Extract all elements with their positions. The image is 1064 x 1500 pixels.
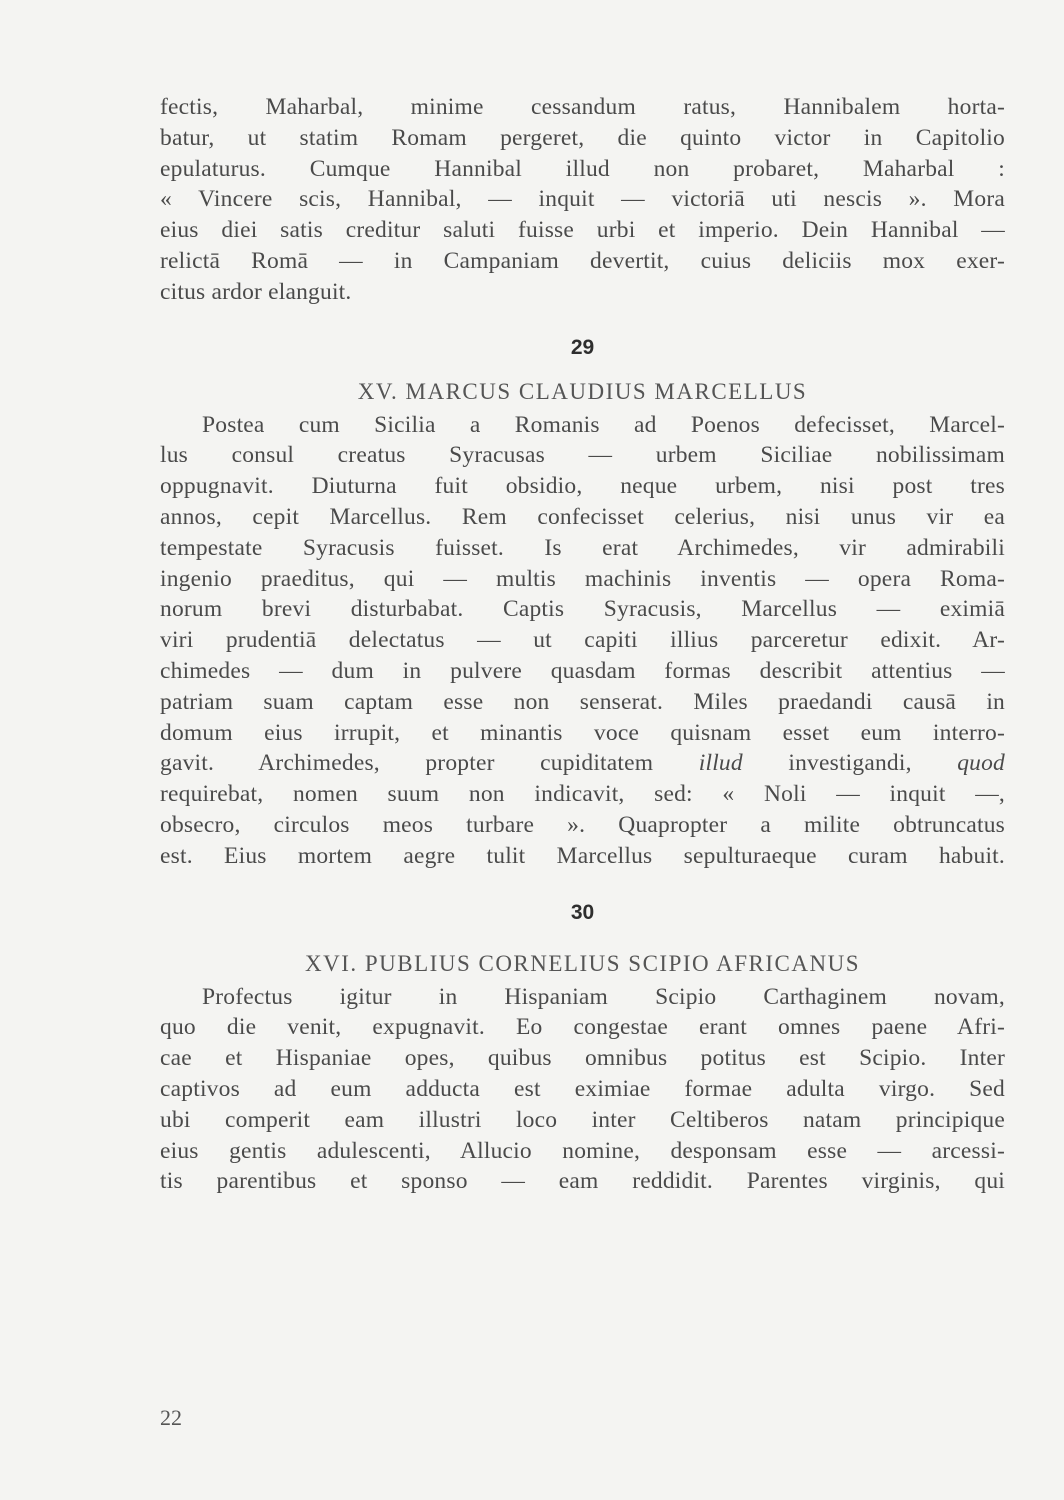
- text-line: eius gentis adulescenti, Allucio nomine, desponsam esse — arcessi-: [160, 1137, 1005, 1164]
- text-line: eius diei satis creditur saluti fuisse urbi et imperio. Dein Hannibal —: [160, 217, 1005, 244]
- section-number: 29: [570, 335, 595, 359]
- section-title: XVI. PUBLIUS CORNELIUS SCIPIO AFRICANUS: [305, 950, 860, 976]
- text-line: relictā Romā — in Campaniam devertit, cuius deliciis mox exer-: [160, 247, 1005, 274]
- text-segment: investigandi,: [788, 750, 912, 777]
- text-line: ubi comperit eam illustri loco inter Celtiberos natam principique: [160, 1106, 1005, 1133]
- text-line-with-italics: [160, 748, 1005, 779]
- text-line: domum eius irrupit, et minantis voce quisnam esset eum interro-: [160, 719, 1005, 746]
- text-segment: gavit. Archimedes, propter cupiditatem: [160, 750, 654, 777]
- text-line: oppugnavit. Diuturna fuit obsidio, neque urbem, nisi post tres: [160, 473, 1005, 500]
- text-line: « Vincere scis, Hannibal, — inquit — victoriā uti nescis ». Mora: [160, 186, 1005, 213]
- text-line: annos, cepit Marcellus. Rem confecisset celerius, nisi unus vir ea: [160, 503, 1005, 530]
- text-line: Profectus igitur in Hispaniam Scipio Carthaginem novam,: [202, 983, 1005, 1010]
- paragraph-scipio: [160, 982, 1005, 1198]
- italic-word: quod: [957, 750, 1006, 777]
- text-line: Postea cum Sicilia a Romanis ad Poenos defecisset, Marcel-: [202, 411, 1005, 438]
- text-line: patriam suam captam esse non senserat. Miles praedandi causā in: [160, 688, 1005, 715]
- section-number: 30: [570, 900, 595, 924]
- page-number: 22: [160, 1405, 182, 1430]
- italic-word: illud: [698, 750, 743, 777]
- section-title: XV. MARCUS CLAUDIUS MARCELLUS: [357, 378, 808, 404]
- text-line: obsecro, circulos meos turbare ». Quapropter a milite obtruncatus: [160, 811, 1005, 838]
- text-line: tempestate Syracusis fuisset. Is erat Archimedes, vir admirabili: [160, 534, 1005, 561]
- text-line: norum brevi disturbabat. Captis Syracusis, Marcellus — eximiā: [160, 596, 1005, 623]
- text-line: captivos ad eum adducta est eximiae formae adulta virgo. Sed: [160, 1075, 1005, 1102]
- text-line: lus consul creatus Syracusas — urbem Siciliae nobilissimam: [160, 442, 1005, 469]
- text-line: viri prudentiā delectatus — ut capiti illius parceretur edixit. Ar-: [160, 627, 1005, 654]
- paragraph-continuation: [160, 92, 1005, 308]
- text-line: quo die venit, expugnavit. Eo congestae erant omnes paene Afri-: [160, 1014, 1005, 1041]
- text-line: chimedes — dum in pulvere quasdam formas describit attentius —: [160, 657, 1005, 684]
- book-page: [160, 92, 1005, 1197]
- text-line: requirebat, nomen suum non indicavit, sed: « Noli — inquit —,: [160, 781, 1005, 808]
- text-line: ingenio praeditus, qui — multis machinis inventis — opera Roma-: [160, 565, 1005, 592]
- text-line: batur, ut statim Romam pergeret, die quinto victor in Capitolio: [160, 124, 1005, 151]
- text-line: citus ardor elanguit.: [160, 278, 352, 305]
- text-line: epulaturus. Cumque Hannibal illud non probaret, Maharbal :: [160, 155, 1005, 182]
- text-line: cae et Hispaniae opes, quibus omnibus potitus est Scipio. Inter: [160, 1045, 1005, 1072]
- text-line: tis parentibus et sponso — eam reddidit. Parentes virginis, qui: [160, 1168, 1005, 1195]
- paragraph-marcellus: [160, 410, 1005, 872]
- text-line: fectis, Maharbal, minime cessandum ratus, Hannibalem horta-: [160, 94, 1005, 120]
- text-line: est. Eius mortem aegre tulit Marcellus sepulturaeque curam habuit.: [160, 842, 1005, 869]
